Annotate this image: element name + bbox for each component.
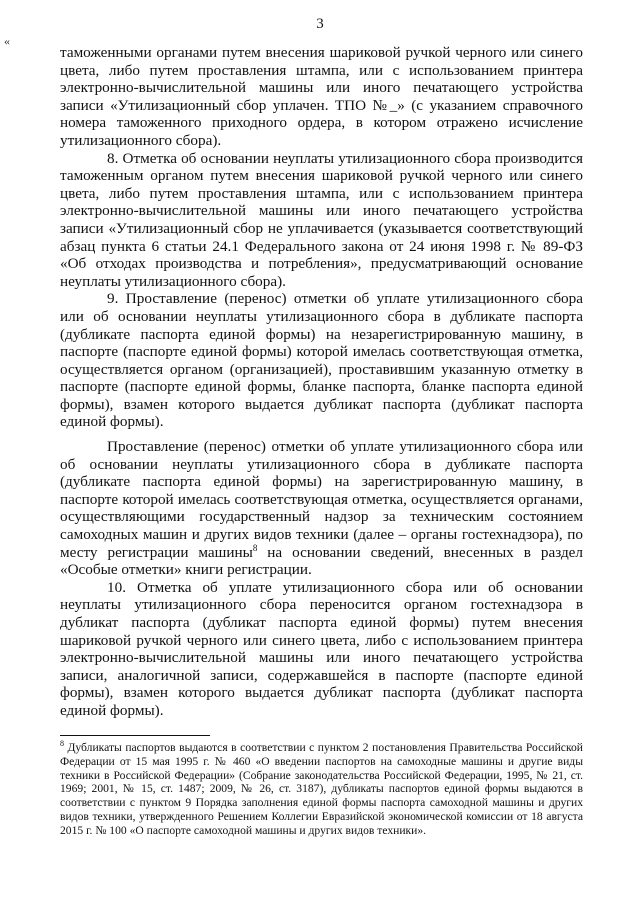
footnote-reference[interactable]: 8: [252, 542, 258, 553]
margin-mark: «: [4, 34, 10, 48]
paragraph-gap: [60, 431, 583, 438]
paragraph-10: 10. Отметка об уплате утилизационного сбора или об основании неуплаты утилизационного сбора переносится органом гостехнадзора в дубликат паспорта (дубликат паспорта единой формы) путем внесения шариковой ручкой черного или синего цвета, либо с использованием принтера электронно-вычислительной машины или иного печатающего устройства записи, аналогичной записи, содержавшейся в паспорте (паспорте единой формы), взамен которого выдается дубликат паспорта (дубликат паспорта единой формы).: [60, 578, 583, 719]
paragraph-text: на основании сведений, внесенных в раздел «Особые отметки» книги регистрации.: [60, 543, 583, 579]
paragraph-continuation: таможенными органами путем внесения шариковой ручкой черного или синего цвета, либо путем проставления штампа, или с использованием принтера электронно-вычислительной машины или иного печатающего устройства записи «Утилизационный сбор уплачен. ТПО №_» (с указанием справочного номера таможенного приходного ордера, в котором отражено исчисление утилизационного сбора).: [60, 44, 583, 149]
page-number: 3: [316, 16, 324, 32]
footnote-text: Дубликаты паспортов выдаются в соответствии с пунктом 2 постановления Правительства Российской Федерации от 15 мая 1995 г. № 460 «О введении паспортов на самоходные машины и другие виды техники в Российской Федерации» (Собрание законодательства Российской Федерации, 1995, № 21, ст. 1969; 2001, № 15, ст. 1487; 2009, № 26, ст. 3187), дубликаты паспортов единой формы выдаются в соответствии с пунктом 9 Порядка заполнения единой формы паспорта самоходной машины и других видов техники, утвержденного Решением Коллегии Евразийской экономической комиссии от 18 августа 2015 г. № 100 «О паспорте самоходной машины и других видов техники».: [60, 741, 583, 837]
paragraph-text: Проставление (перенос) отметки об уплате утилизационного сбора или об основании неуплаты утилизационного сбора в дубликате паспорта (дубликате паспорта единой формы) на зарегистрированную машину, в паспорте которой имелась соответствующая отметка, осуществляется органами, осуществляющими государственный надзор за техническим состоянием самоходных машин и других видов техники (далее – органы гостехнадзора), по месту регистрации машины: [60, 438, 583, 561]
paragraph-9-gostekhnadzor: [60, 438, 583, 579]
footnote-separator: [60, 735, 210, 736]
footnote: [60, 741, 583, 838]
footnote-mark: 8: [60, 739, 64, 749]
paragraph-9: 9. Проставление (перенос) отметки об уплате утилизационного сбора или об основании неуплаты утилизационного сбора в дубликате паспорта (дубликате паспорта единой формы) на незарегистрированную машину, в паспорте (паспорте единой формы) которой имелась соответствующая отметка, осуществляется органом (организацией), проставившим указанную отметку в паспорте (паспорте единой формы, бланке паспорта, бланке паспорта единой формы), взамен которого выдается дубликат паспорта (дубликат паспорта единой формы).: [60, 290, 583, 431]
paragraph-8: 8. Отметка об основании неуплаты утилизационного сбора производится таможенным органом путем внесения шариковой ручкой черного или синего цвета, либо путем проставления штампа, или с использованием принтера электронно-вычислительной машины или иного печатающего устройства записи «Утилизационный сбор не уплачивается (указывается соответствующий абзац пункта 6 статьи 24.1 Федерального закона от 24 июня 1998 г. № 89-ФЗ «Об отходах производства и потребления», предусматривающий основание неуплаты утилизационного сбора).: [60, 149, 583, 290]
document-body: [60, 44, 583, 720]
